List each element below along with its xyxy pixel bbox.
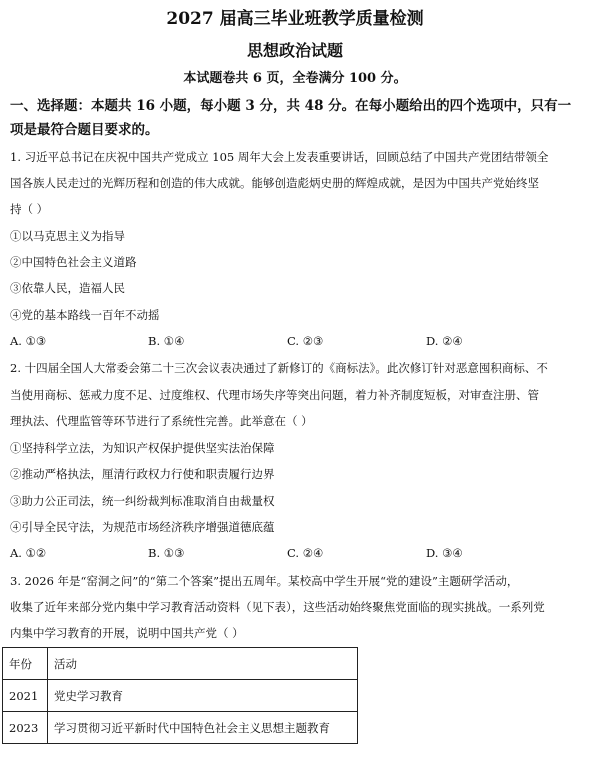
q3-stem-line-1: 3. 2026 年是“窑洞之问”的“第二个答案”提出五周年。某校高中学生开展“党的建设”主题研学活动， — [10, 574, 519, 588]
q2-stem-line-1: 2. 十四届全国人大常委会第二十三次会议表决通过了新修订的《商标法》。此次修订针对恶意囤积商标、不 — [10, 361, 548, 375]
q1-stem-line-1: 1. 习近平总书记在庆祝中国共产党成立 105 周年大会上发表重要讲话，回顾总结了中国共产党团结带领全 — [10, 150, 549, 164]
q2-stem-line-2: 当使用商标、惩戒力度不足、过度维权、代理市场失序等突出问题，着力补齐制度短板，对审查注册、管 — [10, 388, 539, 402]
q3-stem-line-2: 收集了近年来部分党内集中学习教育活动资料（见下表），这些活动始终聚焦党面临的现实挑战。一系列党 — [10, 600, 545, 614]
q1-option-a[interactable]: A. ①③ — [10, 334, 47, 348]
table-row — [3, 712, 358, 744]
q2-option-a[interactable]: A. ①② — [10, 546, 47, 560]
q2-item-2: ②推动严格执法，厘清行政权力行使和职责履行边界 — [10, 467, 275, 481]
q3-stem-line-3: 内集中学习教育的开展，说明中国共产党（ ） — [10, 626, 244, 640]
q2-item-1: ①坚持科学立法，为知识产权保护提供坚实法治保障 — [10, 441, 275, 455]
table-cell-activity: 党史学习教育 — [48, 680, 358, 712]
table-cell-activity: 学习贯彻习近平新时代中国特色社会主义思想主题教育 — [48, 712, 358, 744]
q2-option-c[interactable]: C. ②④ — [287, 546, 324, 560]
table-header-year: 年份 — [3, 648, 48, 680]
q1-option-b[interactable]: B. ①④ — [148, 334, 185, 348]
q1-stem-line-2: 国各族人民走过的光辉历程和创造的伟大成就。能够创造彪炳史册的辉煌成就，是因为中国共产党始终坚 — [10, 176, 539, 190]
q2-option-d[interactable]: D. ③④ — [426, 546, 463, 560]
activity-table — [2, 647, 358, 744]
section-heading: 一、选择题：本题共 16 小题，每小题 3 分，共 48 分。在每小题给出的四个选项中，只有一项是最符合题目要求的。 — [10, 98, 572, 138]
q2-item-4: ④引导全民守法，为规范市场经济秩序增强道德底蕴 — [10, 520, 275, 534]
q1-stem-line-3: 持（ ） — [10, 202, 49, 216]
exam-subject: 思想政治试题 — [246, 41, 343, 60]
table-row — [3, 680, 358, 712]
q1-option-c[interactable]: C. ②③ — [287, 334, 324, 348]
q1-item-1: ①以马克思主义为指导 — [10, 229, 125, 243]
q2-item-3: ③助力公正司法，统一纠纷裁判标准取消自由裁量权 — [10, 494, 275, 508]
q2-option-b[interactable]: B. ①③ — [148, 546, 185, 560]
q1-item-2: ②中国特色社会主义道路 — [10, 255, 137, 269]
table-header-row — [3, 648, 358, 680]
table-header-activity: 活动 — [48, 648, 358, 680]
table-cell-year: 2023 — [3, 712, 48, 744]
exam-title: 2027 届高三毕业班教学质量检测 — [166, 9, 424, 29]
q1-option-d[interactable]: D. ②④ — [426, 334, 463, 348]
q1-item-3: ③依靠人民，造福人民 — [10, 281, 125, 295]
q1-item-4: ④党的基本路线一百年不动摇 — [10, 308, 160, 322]
q2-stem-line-3: 理执法、代理监管等环节进行了系统性完善。此举意在（ ） — [10, 414, 313, 428]
exam-note: 本试题卷共 6 页，全卷满分 100 分。 — [183, 71, 407, 86]
table-cell-year: 2021 — [3, 680, 48, 712]
